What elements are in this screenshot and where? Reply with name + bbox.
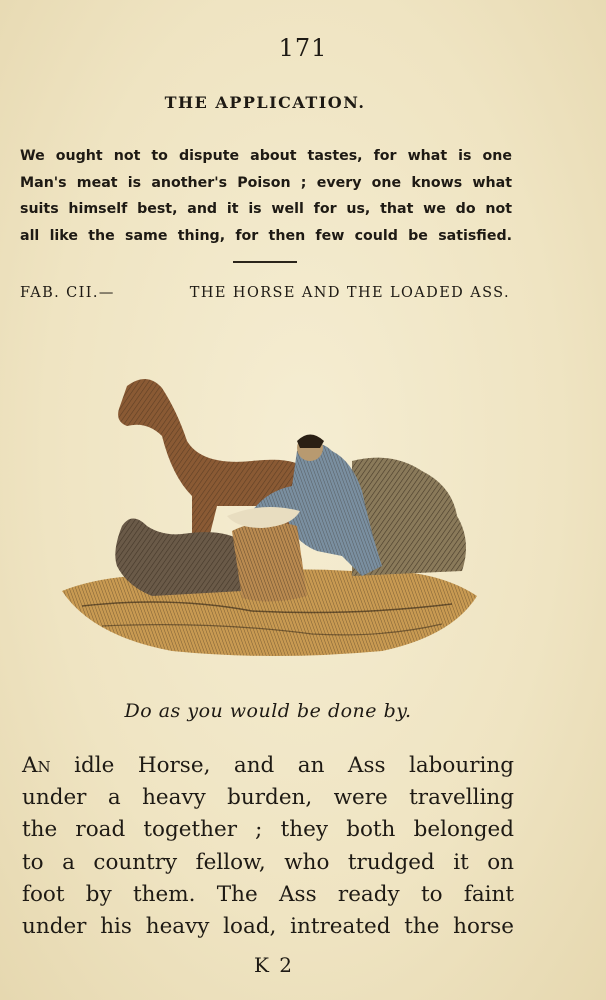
application-paragraph: [20, 143, 512, 249]
fable-line: under a heavy burden, were travelling: [22, 785, 514, 811]
woodcut-illustration: [52, 366, 482, 666]
fable-line: to a country fellow, who trudged it on: [22, 849, 514, 875]
fable-heading: [20, 285, 510, 301]
application-heading: THE APPLICATION.: [164, 93, 366, 112]
application-line: suits himself best, and it is well for us, that we do not: [20, 201, 512, 217]
page-number: 171: [278, 34, 328, 62]
signature-mark: K 2: [254, 953, 295, 977]
fable-caption: Do as you would be done by.: [124, 700, 412, 722]
fable-title: THE HORSE AND THE LOADED ASS.: [189, 285, 510, 301]
fable-line: [22, 750, 514, 782]
fable-line-text: idle Horse, and an Ass labouring: [50, 753, 514, 778]
fable-first-word: An: [22, 753, 51, 778]
fable-line: under his heavy load, intreated the horse: [22, 914, 514, 940]
application-line: all like the same thing, for then few could be satisfied.: [20, 227, 512, 244]
fable-line: foot by them. The Ass ready to faint: [22, 881, 514, 907]
application-line: We ought not to dispute about tastes, for what is one: [20, 148, 512, 164]
fable-number: FAB. CII.—: [20, 285, 115, 301]
section-divider: [233, 261, 297, 263]
application-line: Man's meat is another's Poison ; every one knows what: [20, 174, 512, 191]
fable-line: the road together ; they both belonged: [22, 817, 514, 843]
fable-body: [22, 750, 514, 943]
